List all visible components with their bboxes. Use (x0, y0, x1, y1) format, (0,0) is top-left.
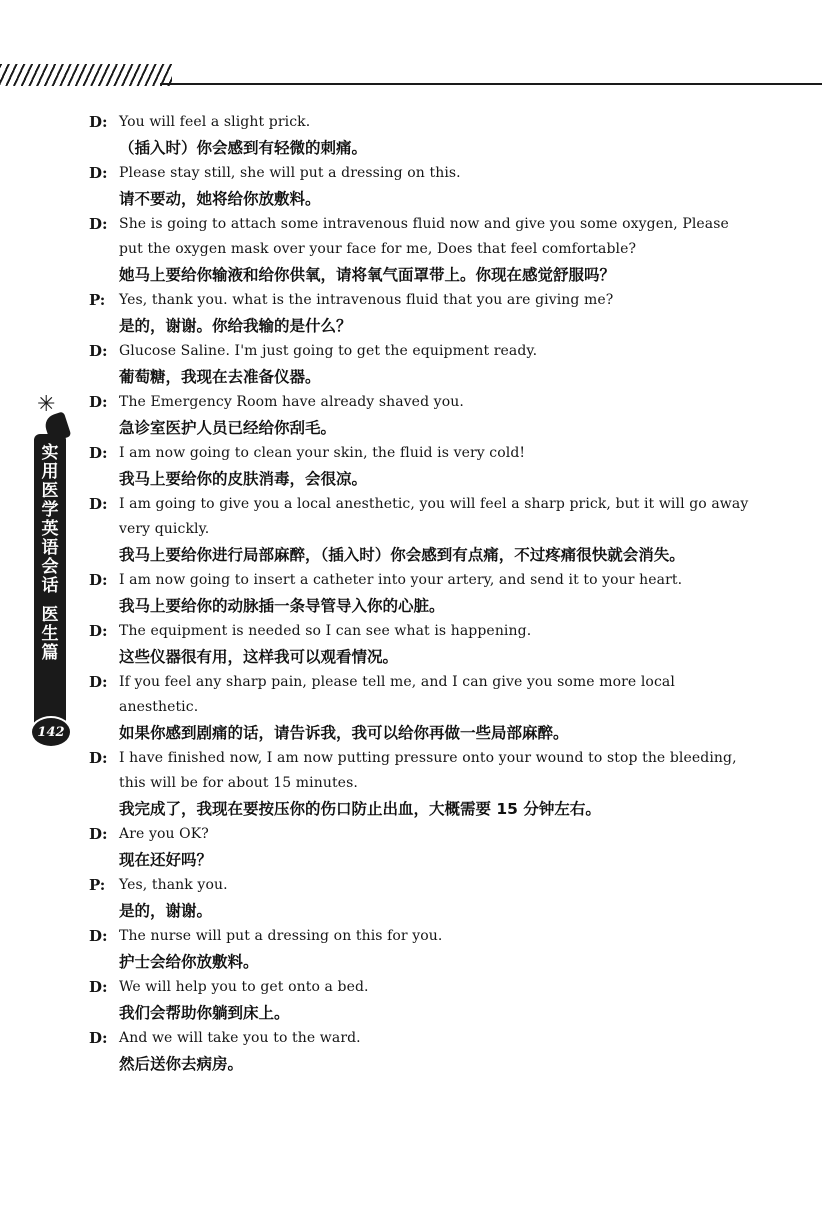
book-subtitle: 医生篇 (41, 605, 59, 663)
english-line: We will help you to get onto a bed. (119, 979, 369, 995)
chinese-line: 请不要动，她将给你放敷料。 (119, 190, 321, 208)
dialogue-turn (89, 746, 749, 822)
english-line: Glucose Saline. I'm just going to get the equipment ready. (119, 343, 538, 359)
speaker-label: D: (89, 1029, 108, 1047)
english-line: I am now going to clean your skin, the fluid is very cold! (119, 445, 526, 461)
header-hatch-decoration (0, 64, 172, 86)
book-title: 实用医学英语会话 (41, 443, 59, 596)
english-line: The nurse will put a dressing on this for you. (119, 928, 443, 944)
english-line: I have finished now, I am now putting pressure onto your wound to stop the bleeding, this will be for about 15 minutes. (119, 750, 737, 791)
turn-lines (119, 1026, 749, 1077)
dialogue-turn (89, 339, 749, 390)
chinese-line: 我们会帮助你躺到床上。 (119, 1004, 290, 1022)
turn-lines (119, 390, 749, 441)
dialogue-turn (89, 873, 749, 924)
english-line: And we will take you to the ward. (119, 1030, 361, 1046)
turn-lines (119, 670, 749, 746)
turn-lines (119, 288, 749, 339)
speaker-label: D: (89, 673, 108, 691)
english-line: You will feel a slight prick. (119, 114, 311, 130)
speaker-label: D: (89, 571, 108, 589)
side-tab (28, 394, 74, 756)
chinese-line: 急诊室医护人员已经给你刮毛。 (119, 419, 337, 437)
chinese-line: 我完成了，我现在要按压你的伤口防止出血，大概需要 15 分钟左右。 (119, 800, 601, 818)
speaker-label: D: (89, 444, 108, 462)
dialogue-turn (89, 975, 749, 1026)
speaker-label: D: (89, 978, 108, 996)
chinese-line: 葡萄糖，我现在去准备仪器。 (119, 368, 321, 386)
turn-lines (119, 441, 749, 492)
side-tab-bar (34, 434, 66, 730)
chinese-line: 我马上要给你的动脉插一条导管导入你的心脏。 (119, 597, 445, 615)
english-line: If you feel any sharp pain, please tell me, and I can give you some more local anesthetic. (119, 674, 675, 715)
chinese-line: 如果你感到剧痛的话，请告诉我，我可以给你再做一些局部麻醉。 (119, 724, 569, 742)
speaker-label: D: (89, 622, 108, 640)
dialogue-turn (89, 110, 749, 161)
chinese-line: 护士会给你放敷料。 (119, 953, 259, 971)
speaker-label: D: (89, 749, 108, 767)
dialogue-turn (89, 288, 749, 339)
speaker-label: D: (89, 342, 108, 360)
dialogue-turn (89, 822, 749, 873)
turn-lines (119, 110, 749, 161)
turn-lines (119, 924, 749, 975)
turn-lines (119, 822, 749, 873)
turn-lines (119, 212, 749, 288)
header-rule (160, 83, 822, 85)
dialogue-turn (89, 492, 749, 568)
speaker-label: D: (89, 495, 108, 513)
speaker-label: D: (89, 927, 108, 945)
dialogue-turn (89, 390, 749, 441)
english-line: Please stay still, she will put a dressing on this. (119, 165, 461, 181)
turn-lines (119, 746, 749, 822)
chinese-line: 现在还好吗？ (119, 851, 213, 869)
chinese-line: 她马上要给你输液和给你供氧，请将氧气面罩带上。你现在感觉舒服吗？ (119, 266, 616, 284)
chinese-line: 是的，谢谢。你给我输的是什么？ (119, 317, 352, 335)
english-line: Yes, thank you. (119, 877, 228, 893)
speaker-label: D: (89, 164, 108, 182)
dialogue-turn (89, 924, 749, 975)
dialogue-turn (89, 161, 749, 212)
turn-lines (119, 568, 749, 619)
dialogue-turn (89, 1026, 749, 1077)
chinese-line: 是的，谢谢。 (119, 902, 213, 920)
turn-lines (119, 339, 749, 390)
chinese-line: 我马上要给你进行局部麻醉，（插入时）你会感到有点痛，不过疼痛很快就会消失。 (119, 546, 685, 564)
turn-lines (119, 492, 749, 568)
english-line: The equipment is needed so I can see what is happening. (119, 623, 532, 639)
chinese-line: （插入时）你会感到有轻微的刺痛。 (119, 139, 368, 157)
english-line: I am now going to insert a catheter into your artery, and send it to your heart. (119, 572, 683, 588)
english-line: Are you OK? (119, 826, 209, 842)
dialogue-turn (89, 212, 749, 288)
dialogue-turn (89, 619, 749, 670)
speaker-label: D: (89, 113, 108, 131)
sparkle-icon: ✳ (37, 392, 56, 417)
chinese-line: 这些仪器很有用，这样我可以观看情况。 (119, 648, 399, 666)
speaker-label: P: (89, 291, 106, 309)
english-line: Yes, thank you. what is the intravenous fluid that you are giving me? (119, 292, 614, 308)
english-line: The Emergency Room have already shaved you. (119, 394, 464, 410)
speaker-label: P: (89, 876, 106, 894)
english-line: She is going to attach some intravenous fluid now and give you some oxygen, Please put the oxygen mask over your face for me, Does that feel comfortable? (119, 216, 729, 257)
chinese-line: 然后送你去病房。 (119, 1055, 244, 1073)
english-line: I am going to give you a local anesthetic, you will feel a sharp prick, but it will go away very quickly. (119, 496, 749, 537)
turn-lines (119, 975, 749, 1026)
turn-lines (119, 619, 749, 670)
turn-lines (119, 161, 749, 212)
chinese-line: 我马上要给你的皮肤消毒，会很凉。 (119, 470, 368, 488)
dialogue-turn (89, 441, 749, 492)
dialogue-turn (89, 670, 749, 746)
page-number: 142 (30, 716, 72, 748)
speaker-label: D: (89, 393, 108, 411)
dialogue-turn (89, 568, 749, 619)
dialogue-list (89, 110, 749, 1077)
speaker-label: D: (89, 215, 108, 233)
turn-lines (119, 873, 749, 924)
speaker-label: D: (89, 825, 108, 843)
